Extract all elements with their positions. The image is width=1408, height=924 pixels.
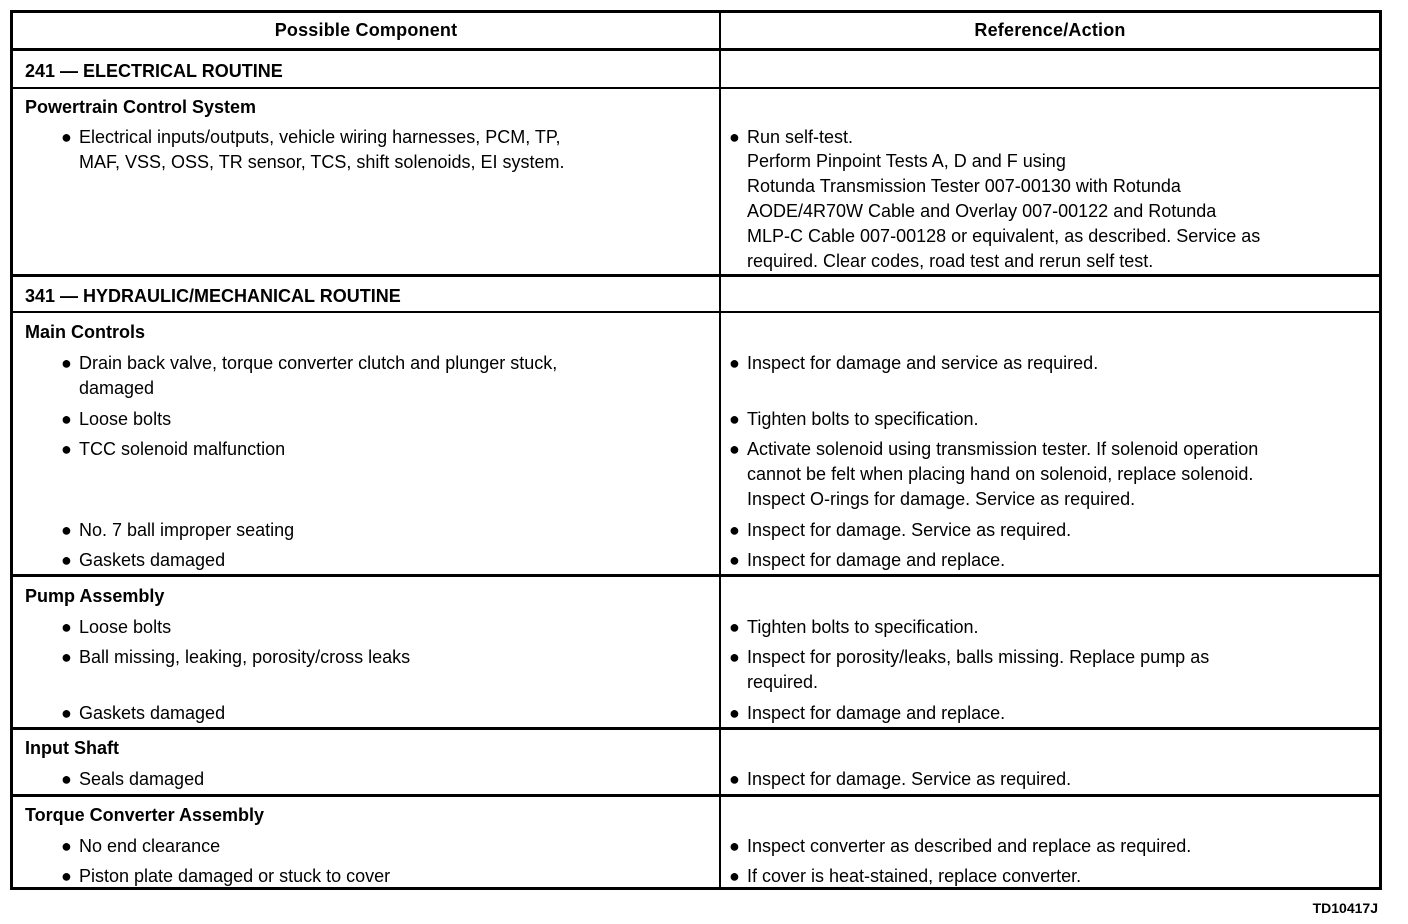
bullet-icon: ● — [61, 617, 72, 637]
row-divider — [13, 274, 1379, 277]
list-item: ● Tighten bolts to specification. — [729, 407, 1369, 432]
header-reference-action: Reference/Action — [974, 20, 1126, 40]
bullet-icon: ● — [61, 703, 72, 723]
bullet-icon: ● — [61, 520, 72, 540]
group-main-controls-title: Main Controls — [25, 322, 145, 342]
bullet-icon: ● — [61, 550, 72, 570]
list-item: ● Gaskets damaged — [61, 548, 701, 573]
bullet-icon: ● — [61, 409, 72, 429]
bullet-icon: ● — [729, 769, 740, 789]
bullet-icon: ● — [729, 439, 740, 459]
list-item: ● Inspect for damage. Service as required. — [729, 518, 1369, 543]
row-divider — [13, 87, 1379, 89]
bullet-icon: ● — [729, 703, 740, 723]
section-electrical-routine: 241 — ELECTRICAL ROUTINE — [25, 61, 283, 81]
list-item: ● TCC solenoid malfunction — [61, 437, 701, 462]
bullet-icon: ● — [61, 353, 72, 373]
diagnosis-table — [10, 10, 1382, 890]
row-divider — [13, 311, 1379, 313]
column-divider — [719, 13, 721, 887]
list-item: ● Inspect for damage and replace. — [729, 701, 1369, 726]
list-item: ● Activate solenoid using transmission tester. If solenoid operation cannot be felt when placing hand on solenoid, replace solenoid. Inspect O-rings for damage. Service as required. — [729, 439, 1259, 509]
bullet-icon: ● — [729, 836, 740, 856]
row-divider — [13, 794, 1379, 797]
list-item: ● Inspect for damage and replace. — [729, 548, 1369, 573]
list-item: ● Loose bolts — [61, 407, 701, 432]
group-input-shaft-title: Input Shaft — [25, 738, 119, 758]
list-item: ● No. 7 ball improper seating — [61, 518, 701, 543]
header-divider — [13, 48, 1379, 51]
header-possible-component: Possible Component — [274, 20, 458, 40]
bullet-icon: ● — [729, 409, 740, 429]
list-item: ● Inspect converter as described and replace as required. — [729, 834, 1369, 859]
list-item: ● If cover is heat-stained, replace converter. — [729, 864, 1369, 889]
bullet-icon: ● — [729, 127, 740, 147]
list-item: ● Loose bolts — [61, 615, 701, 640]
section-hydraulic-routine: 341 — HYDRAULIC/MECHANICAL ROUTINE — [25, 286, 401, 306]
bullet-icon: ● — [729, 550, 740, 570]
list-item: ● Tighten bolts to specification. — [729, 615, 1369, 640]
bullet-icon: ● — [729, 647, 740, 667]
bullet-icon: ● — [61, 127, 72, 147]
list-item: ● Gaskets damaged — [61, 701, 701, 726]
list-item: ● Ball missing, leaking, porosity/cross leaks — [61, 645, 701, 670]
bullet-icon: ● — [61, 647, 72, 667]
bullet-icon: ● — [729, 353, 740, 373]
row-divider — [13, 727, 1379, 730]
row-divider — [13, 574, 1379, 577]
group-pump-title: Pump Assembly — [25, 586, 165, 606]
bullet-icon: ● — [729, 617, 740, 637]
group-powertrain-title: Powertrain Control System — [25, 97, 257, 117]
list-item: ● Inspect for damage. Service as required. — [729, 767, 1369, 792]
bullet-icon: ● — [61, 866, 72, 886]
action-text: Perform Pinpoint Tests A, D and F using Rotunda Transmission Tester 007-00130 with Rotunda AODE/4R70W Cable and Overlay 007-00122 and Rotunda MLP-C Cable 007-00128 or equivalent, as described. Service as required. Clear codes, road test and rerun self test. — [747, 151, 1261, 271]
bullet-icon: ● — [61, 836, 72, 856]
list-item: ● Inspect for porosity/leaks, balls missing. Replace pump as required. — [729, 647, 1210, 692]
list-item: ● Piston plate damaged or stuck to cover — [61, 864, 701, 889]
list-item: ● Run self-test. — [729, 125, 1369, 150]
list-item: ● Electrical inputs/outputs, vehicle wiring harnesses, PCM, TP, MAF, VSS, OSS, TR sensor, TCS, shift solenoids, EI system. — [61, 127, 565, 172]
list-item: ● Seals damaged — [61, 767, 701, 792]
bullet-icon: ● — [61, 439, 72, 459]
bullet-icon: ● — [729, 866, 740, 886]
figure-code: TD10417J — [1312, 900, 1378, 916]
list-item: ● Inspect for damage and service as required. — [729, 351, 1369, 376]
group-torque-converter-title: Torque Converter Assembly — [25, 805, 265, 825]
list-item: ● No end clearance — [61, 834, 701, 859]
list-item: ● Drain back valve, torque converter clutch and plunger stuck, damaged — [61, 353, 558, 398]
bullet-icon: ● — [61, 769, 72, 789]
bullet-icon: ● — [729, 520, 740, 540]
